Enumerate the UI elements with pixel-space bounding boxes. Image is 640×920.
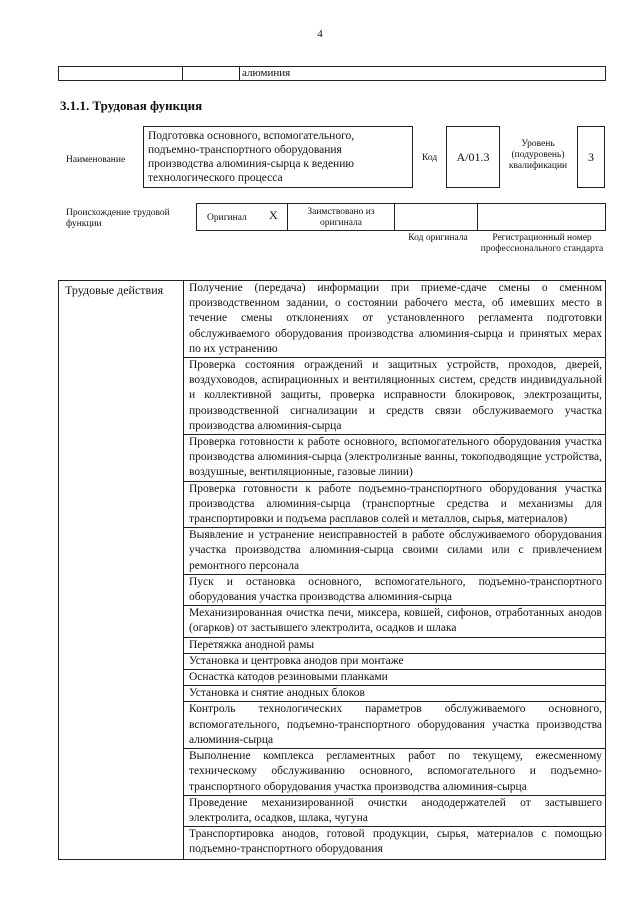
function-name-box: Подготовка основного, вспомогательного, подъемно-транспортного оборудования производства алюминия-сырца к ведению технологического процесса [143, 126, 413, 188]
continued-cell-text: алюминия [242, 67, 291, 79]
action-row: Установка и центровка анодов при монтаже [184, 654, 605, 670]
actions-list [184, 281, 605, 858]
action-row: Проверка готовности к работе основного, вспомогательного оборудования участка производства алюминия-сырца (электролизные ванны, токоподводящие устройства, воздушные, вентиляционные, газовые линии) [184, 435, 605, 482]
empty-cell [59, 67, 183, 80]
name-label: Наименование [66, 155, 126, 165]
original-cell [196, 203, 288, 231]
action-row: Механизированная очистка печи, миксера, ковшей, сифонов, отработанных анодов (огарков) от застывшего электролита, осадков и шлака [184, 606, 605, 637]
actions-table [58, 280, 606, 860]
action-row: Оснастка катодов резиновыми планками [184, 670, 605, 686]
reg-caption: Регистрационный номер профессионального стандарта [480, 233, 604, 254]
code-box: A/01.3 [446, 126, 500, 188]
action-row: Установка и снятие анодных блоков [184, 686, 605, 702]
action-row: Получение (передача) информации при приеме-сдаче смены о сменном производственном задании, о состоянии рабочего места, об имевших место в течение смены отклонениях от установленного регламента подготовки обслуживаемого оборудования производства алюминия-сырца и принятых мерах по их устранению [184, 281, 605, 358]
original-code-cell [394, 203, 478, 231]
action-row: Проведение механизированной очистки анододержателей от застывшего электролита, осадков, шлака, чугуна [184, 796, 605, 827]
level-box: 3 [577, 126, 605, 188]
code-label: Код [422, 153, 438, 163]
action-row: Пуск и остановка основного, вспомогательного, подъемно-транспортного оборудования участка производства алюминия-сырца [184, 575, 605, 606]
action-row: Выявление и устранение неисправностей в работе обслуживаемого оборудования участка производства алюминия-сырца своими силами или с привлечением ремонтного персонала [184, 528, 605, 575]
action-row: Перетяжка анодной рамы [184, 638, 605, 654]
code-caption: Код оригинала [408, 233, 468, 243]
page-number: 4 [317, 28, 323, 40]
original-mark: X [269, 208, 278, 222]
section-title: 3.1.1. Трудовая функция [60, 98, 203, 113]
action-row: Контроль технологических параметров обслуживаемого основного, вспомогательного, подъемно-транспортного оборудования участка производства алюминия-сырца [184, 702, 605, 749]
actions-label: Трудовые действия [59, 281, 184, 859]
level-label: Уровень (подуровень) квалификации [508, 139, 568, 171]
action-row: Проверка состояния ограждений и защитных устройств, проходов, дверей, воздуховодов, аспирационных и вентиляционных систем, средств индивидуальной и коллективной защиты, проверка исправности блокировок, электрозащиты, производственной сигнализации и средств связи обслуживаемого участка производства алюминия-сырца [184, 358, 605, 435]
original-label: Оригинал [207, 213, 247, 223]
continued-table-row [58, 66, 606, 81]
origin-label: Происхождение трудовой функции [66, 208, 170, 229]
borrowed-cell: Заимствовано из оригинала [287, 203, 395, 231]
action-row: Транспортировка анодов, готовой продукции, сырья, материалов с помощью подъемно-транспортного оборудования [189, 828, 602, 856]
action-row: Выполнение комплекса регламентных работ по текущему, ежесменному техническому обслуживанию основного, вспомогательного и подъемно-транспортного оборудования участка производства алюминия-сырца [184, 749, 605, 796]
empty-cell [182, 67, 240, 80]
reg-number-cell [477, 203, 606, 231]
action-row: Проверка готовности к работе подъемно-транспортного оборудования участка производства алюминия-сырца (транспортные средства и механизмы для транспортировки и подъема расплавов солей и металлов, сырья, материалов) [184, 482, 605, 529]
